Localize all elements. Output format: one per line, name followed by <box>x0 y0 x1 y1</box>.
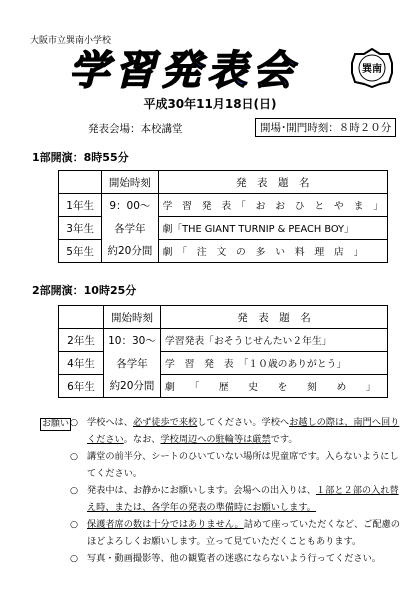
list-item: ○ 写真・動画撮影等、他の観覧者の迷惑にならないよう行ってください。 <box>70 550 400 567</box>
part2-table <box>58 305 388 398</box>
program-title: 劇 「 歴 史 を 刻 め 」 <box>161 375 388 398</box>
header-start-time: 開始時刻 <box>102 171 158 194</box>
circle-bullet-icon: ○ <box>70 519 79 530</box>
circle-bullet-icon: ○ <box>70 451 79 462</box>
grade: 6年生 <box>59 375 104 398</box>
table-header-row <box>59 171 388 194</box>
program-title: 学習発表「おそうじせんたい２年生」 <box>161 329 388 352</box>
program-title: 学 習 発 表 「１０歳のありがとう」 <box>161 352 388 375</box>
open-time: 開場･開門時刻：８時２０分 <box>255 118 396 137</box>
event-date: 平成30年11月18日(日) <box>143 97 277 111</box>
notes-list <box>70 414 400 567</box>
table-header-row <box>59 306 388 329</box>
list-item: ○ 発表中は、お静かにお願いします。会場への出入りは、１部と２部の入れ替え時、または、各学年の発表の準備時にお願いします。 <box>70 482 400 516</box>
grade: 5年生 <box>59 240 102 263</box>
event-title: 学習発表会 <box>69 48 299 93</box>
start-time: 各学年 <box>104 352 161 375</box>
program-title: 劇「THE GIANT TURNIP & PEACH BOY」 <box>158 217 387 240</box>
start-time: 約20分間 <box>102 240 158 263</box>
list-item: ○ 学校へは、必ず徒歩で来校してください。学校へお越しの際は、南門へ回りください。なお、学校周辺への駐輪等は厳禁です。 <box>70 414 400 448</box>
start-time: 各学年 <box>102 217 158 240</box>
circle-bullet-icon: ○ <box>70 553 79 564</box>
grade: 2年生 <box>59 329 104 352</box>
school-name: 大阪市立巽南小学校 <box>30 36 112 46</box>
grade: 4年生 <box>59 352 104 375</box>
seal-text: 巽南 <box>362 64 382 75</box>
table-row <box>59 194 388 217</box>
circle-bullet-icon: ○ <box>70 485 79 496</box>
part2-heading: 2部開演：10時25分 <box>32 284 137 297</box>
list-item: ○ 講堂の前半分、シートのひいていない場所は児童席です。入らないようにしてください。 <box>70 448 400 482</box>
venue: 発表会場：本校講堂 <box>88 123 183 135</box>
header-start-time: 開始時刻 <box>104 306 161 329</box>
school-seal-icon <box>350 48 394 88</box>
list-item: ○ 保護者席の数は十分ではありません。詰めて座っていただくなど、ご配慮のほどよろしくお願いします。立って見ていただくこともあります。 <box>70 516 400 550</box>
program-title: 劇 「 注 文 の 多 い 料 理 店 」 <box>158 240 387 263</box>
start-time: 10：30～ <box>104 329 161 352</box>
grade: 3年生 <box>59 217 102 240</box>
table-row <box>59 240 388 263</box>
header-title: 発 表 題 名 <box>161 306 388 329</box>
program-title: 学 習 発 表 「 お お ひ と や ま 」 <box>158 194 387 217</box>
event-title-banner <box>25 45 343 93</box>
part1-table <box>58 170 388 263</box>
table-row <box>59 375 388 398</box>
table-row <box>59 217 388 240</box>
circle-bullet-icon: ○ <box>70 417 79 428</box>
table-row <box>59 352 388 375</box>
part1-heading: 1部開演：8時55分 <box>32 151 129 164</box>
start-time: 約20分間 <box>104 375 161 398</box>
table-row <box>59 329 388 352</box>
grade: 1年生 <box>59 194 102 217</box>
start-time: 9：00～ <box>102 194 158 217</box>
notes-label: お願い <box>42 419 70 429</box>
header-title: 発 表 題 名 <box>158 171 387 194</box>
